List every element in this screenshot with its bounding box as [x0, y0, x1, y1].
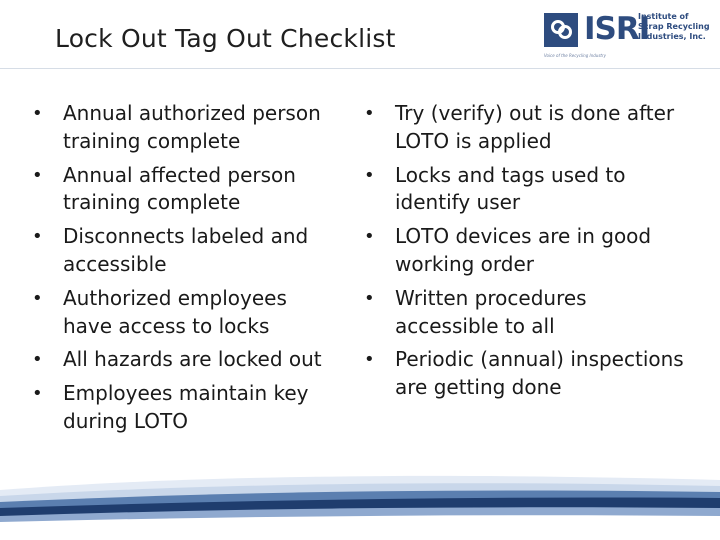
logo-name: ISRI [584, 11, 650, 47]
linked-rings-icon [544, 13, 578, 47]
title-divider [0, 68, 720, 69]
slide-title: Lock Out Tag Out Checklist [55, 24, 396, 53]
list-item: • Try (verify) out is done after LOTO is applied [364, 100, 684, 156]
footer-wave-decoration [0, 462, 720, 540]
checklist-left-column [32, 100, 342, 442]
list-item: • Locks and tags used to identify user [364, 162, 684, 218]
logo-subtitle: Institute of Scrap Recycling Industries, Inc. [638, 12, 710, 41]
list-item: • Authorized employees have access to locks [32, 285, 342, 341]
list-item: • All hazards are locked out [32, 346, 342, 374]
isri-logo [544, 10, 714, 58]
logo-tagline: Voice of the Recycling Industry [544, 53, 606, 58]
list-item: • Annual affected person training complete [32, 162, 342, 218]
list-item: • Written procedures accessible to all [364, 285, 684, 341]
list-item: • LOTO devices are in good working order [364, 223, 684, 279]
checklist-right-column [364, 100, 684, 408]
list-item: • Annual authorized person training complete [32, 100, 342, 156]
list-item: • Periodic (annual) inspections are getting done [364, 346, 684, 402]
list-item: • Employees maintain key during LOTO [32, 380, 342, 436]
list-item: • Disconnects labeled and accessible [32, 223, 342, 279]
